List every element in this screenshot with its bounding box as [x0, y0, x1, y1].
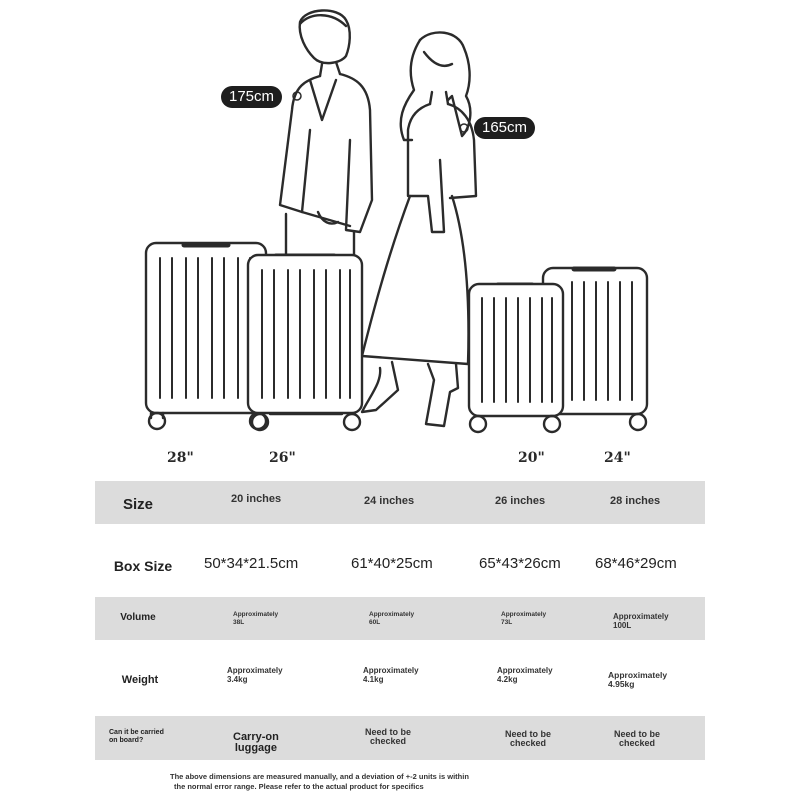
volume-cell-2: Approximately 60L — [369, 611, 415, 626]
size-cell-2: 24 inches — [364, 495, 415, 507]
woman-height-tag: 165cm — [474, 117, 535, 139]
volume-cell-1: Approximately 38L — [233, 611, 279, 626]
suitcase-label-28: 28" — [167, 450, 194, 466]
box-size-cell-2: 61*40*25cm — [351, 555, 433, 572]
box-size-row — [95, 540, 705, 588]
man-height-tag: 175cm — [221, 86, 282, 108]
box-size-row-label: Box Size — [113, 558, 173, 574]
suitcase-label-24: 24" — [604, 450, 631, 466]
volume-row — [95, 597, 705, 640]
weight-row — [95, 655, 705, 703]
box-size-cell-1: 50*34*21.5cm — [204, 555, 299, 572]
measurement-disclaimer — [170, 772, 570, 791]
volume-row-label: Volume — [120, 612, 156, 623]
carry-on-cell-1: Carry-on luggage — [233, 731, 279, 754]
weight-cell-3: Approximately 4.2kg — [497, 666, 553, 684]
carry-on-cell-2: Need to be checked — [365, 727, 412, 746]
size-row — [95, 481, 705, 524]
size-row-label: Size — [122, 496, 153, 513]
size-cell-3: 26 inches — [495, 495, 546, 507]
size-cell-4: 28 inches — [610, 495, 661, 507]
carry-on-row-label: Can it be carried on board? — [109, 729, 164, 744]
suitcase-26-illustration — [248, 255, 362, 430]
woman-figure — [362, 32, 476, 426]
man-figure — [280, 10, 372, 255]
suitcase-20-illustration — [469, 284, 563, 432]
carry-on-row — [95, 716, 705, 760]
volume-cell-3: Approximately 73L — [501, 611, 547, 626]
volume-cell-4: Approximately 100L — [613, 612, 669, 630]
carry-on-cell-3: Need to be checked — [505, 729, 552, 748]
suitcase-label-26: 26" — [269, 450, 296, 466]
weight-cell-2: Approximately 4.1kg — [363, 666, 419, 684]
weight-cell-1: Approximately 3.4kg — [227, 666, 283, 684]
weight-cell-4: Approximately 4.95kg — [608, 670, 668, 689]
suitcase-label-20: 20" — [518, 450, 545, 466]
size-cell-1: 20 inches — [231, 493, 282, 505]
disclaimer-line-1: The above dimensions are measured manually, and a deviation of +-2 units is within — [170, 772, 469, 781]
box-size-cell-4: 68*46*29cm — [595, 555, 677, 572]
weight-row-label: Weight — [121, 674, 159, 686]
box-size-cell-3: 65*43*26cm — [479, 555, 561, 572]
disclaimer-line-2: the normal error range. Please refer to the actual product for specifics — [174, 781, 424, 791]
carry-on-cell-4: Need to be checked — [614, 729, 661, 748]
